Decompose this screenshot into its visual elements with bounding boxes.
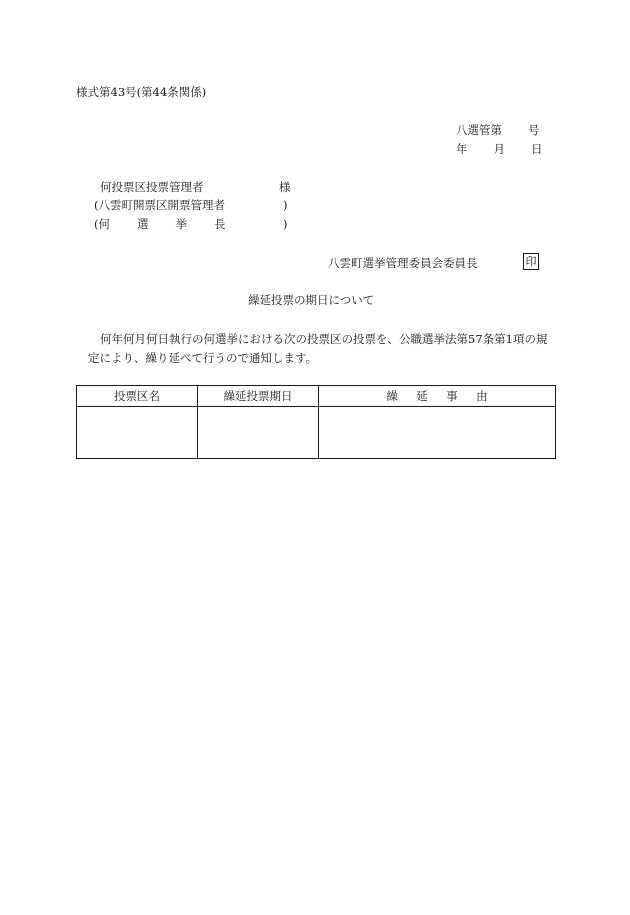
table-header-row (77, 386, 556, 407)
table-row (77, 407, 556, 459)
header-postponed-date: 繰延投票期日 (198, 386, 319, 407)
notice-body: 何年何月何日執行の何選挙における次の投票区の投票を、公職選挙法第57条第1項の規定により、繰り延べて行うので通知します。 (88, 332, 548, 365)
addressee-line-3-char-2: 挙 (175, 217, 187, 231)
addressee-line-3-close: ) (283, 217, 288, 231)
form-number: 様式第43号(第44条関係) (76, 85, 207, 99)
addressee-honorific: 様 (279, 180, 291, 194)
addressee-line-3-last: 長 (214, 217, 226, 231)
header-postponement-reason (319, 386, 556, 407)
cell-district-name (77, 407, 198, 459)
addressee-line-3-open: (何 (94, 217, 110, 231)
cell-postponement-reason (319, 407, 556, 459)
addressee-line-3 (94, 217, 226, 231)
addressee-line-2: (八雲町開票区開票管理者 (94, 198, 225, 212)
addressee-line-1: 何投票区投票管理者 (100, 180, 204, 194)
header-district-name: 投票区名 (77, 386, 198, 407)
addressee-line-3-char-1: 選 (137, 217, 149, 231)
date-year: 年 (456, 142, 468, 156)
date-month: 月 (493, 142, 505, 156)
addressee-line-2-close: ) (283, 198, 288, 212)
header-postponement-reason-label: 繰延事由 (386, 389, 506, 403)
subject-title: 繰延投票の期日について (248, 293, 375, 307)
seal-mark: 印 (523, 253, 539, 270)
notice-table (76, 385, 556, 459)
date-day: 日 (531, 142, 543, 156)
cell-postponed-date (198, 407, 319, 459)
date-line (456, 142, 543, 156)
issuer-number (456, 123, 540, 137)
sender-name: 八雲町選挙管理委員会委員長 (328, 256, 478, 270)
issuer-number-prefix: 八選管第 (456, 123, 502, 137)
issuer-number-suffix: 号 (528, 123, 540, 137)
